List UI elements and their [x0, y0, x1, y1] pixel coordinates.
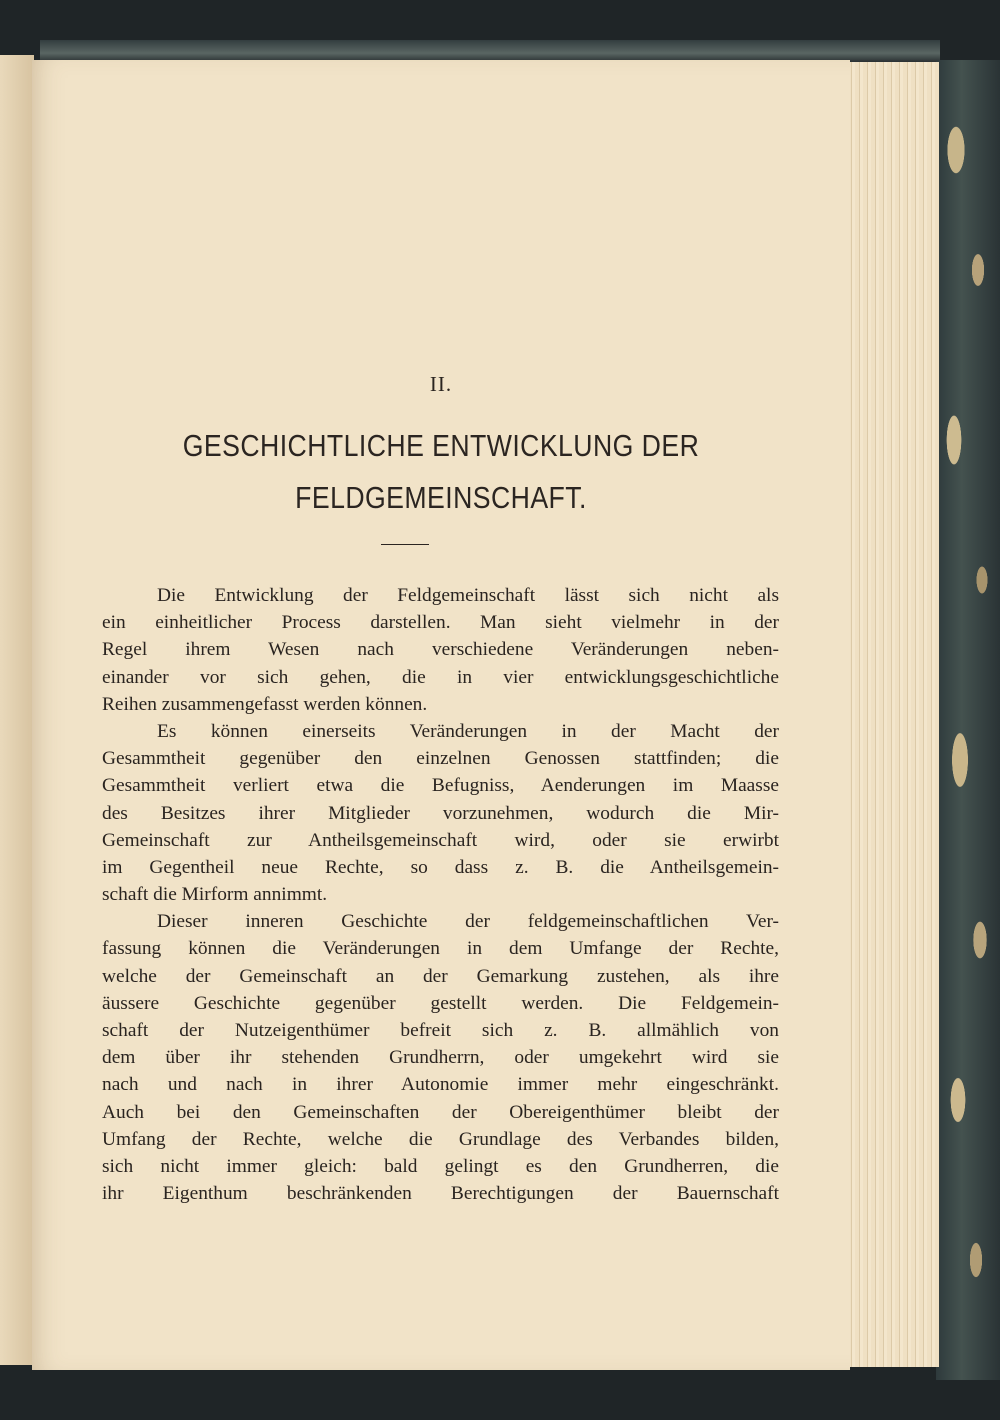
- text-line: schaft die Mirform annimmt.: [102, 884, 328, 906]
- text-line: nach und nach in ihrer Autonomie immer mehr eingeschränkt.: [102, 1074, 779, 1096]
- chapter-number: II.: [429, 372, 453, 396]
- text-line: des Besitzes ihrer Mitglieder vorzunehmen, wodurch die Mir-: [102, 802, 779, 824]
- text-line: Gemeinschaft zur Antheilsgemeinschaft wird, oder sie erwirbt: [102, 829, 779, 851]
- text-line: Umfang der Rechte, welche die Grundlage des Verbandes bilden,: [102, 1128, 779, 1150]
- text-line: Regel ihrem Wesen nach verschiedene Veränderungen neben-: [102, 639, 779, 661]
- body-text: [102, 582, 779, 1207]
- left-page-edge: [0, 55, 34, 1365]
- text-line: schaft der Nutzeigenthümer befreit sich z. B. allmählich von: [102, 1020, 779, 1041]
- title-rule: [381, 544, 429, 545]
- text-line: einander vor sich gehen, die in vier entwicklungsgeschichtliche: [102, 666, 779, 688]
- book-page: [32, 60, 850, 1370]
- text-line: Auch bei den Gemeinschaften der Obereigenthümer bleibt der: [102, 1101, 779, 1123]
- text-line: ihr Eigenthum beschränkenden Berechtigungen der Bauernschaft: [102, 1183, 779, 1205]
- text-line: im Gegentheil neue Rechte, so dass z. B. die Antheilsgemein-: [102, 856, 779, 878]
- text-line: Es können einerseits Veränderungen in der Macht der: [157, 720, 779, 742]
- marbled-cover: [936, 60, 1000, 1380]
- text-line: welche der Gemeinschaft an der Gemarkung zustehen, als ihre: [102, 965, 779, 987]
- text-line: ein einheitlicher Process darstellen. Man sieht vielmehr in der: [102, 612, 779, 634]
- text-line: Gesammtheit verliert etwa die Befugniss, Aenderungen im Maasse: [102, 775, 779, 797]
- text-line: Die Entwicklung der Feldgemeinschaft lässt sich nicht als: [157, 585, 779, 606]
- book-top-edge: [40, 40, 940, 62]
- chapter-title-line-2: FELDGEMEINSCHAFT.: [295, 480, 587, 515]
- text-line: Dieser inneren Geschichte der feldgemeinschaftlichen Ver-: [157, 911, 779, 933]
- text-line: dem über ihr stehenden Grundherrn, oder umgekehrt wird sie: [102, 1047, 779, 1069]
- text-line: äussere Geschichte gegenüber gestellt werden. Die Feldgemein-: [102, 992, 779, 1014]
- text-line: Gesammtheit gegenüber den einzelnen Genossen stattfinden; die: [102, 748, 779, 770]
- text-line: sich nicht immer gleich: bald gelingt es den Grundherren, die: [102, 1155, 779, 1177]
- text-line: fassung können die Veränderungen in dem Umfange der Rechte,: [102, 938, 779, 960]
- text-line: Reihen zusammengefasst werden können.: [102, 693, 428, 715]
- chapter-title-line-1: GESCHICHTLICHE ENTWICKLUNG DER: [182, 428, 700, 463]
- page-edges: [846, 62, 939, 1367]
